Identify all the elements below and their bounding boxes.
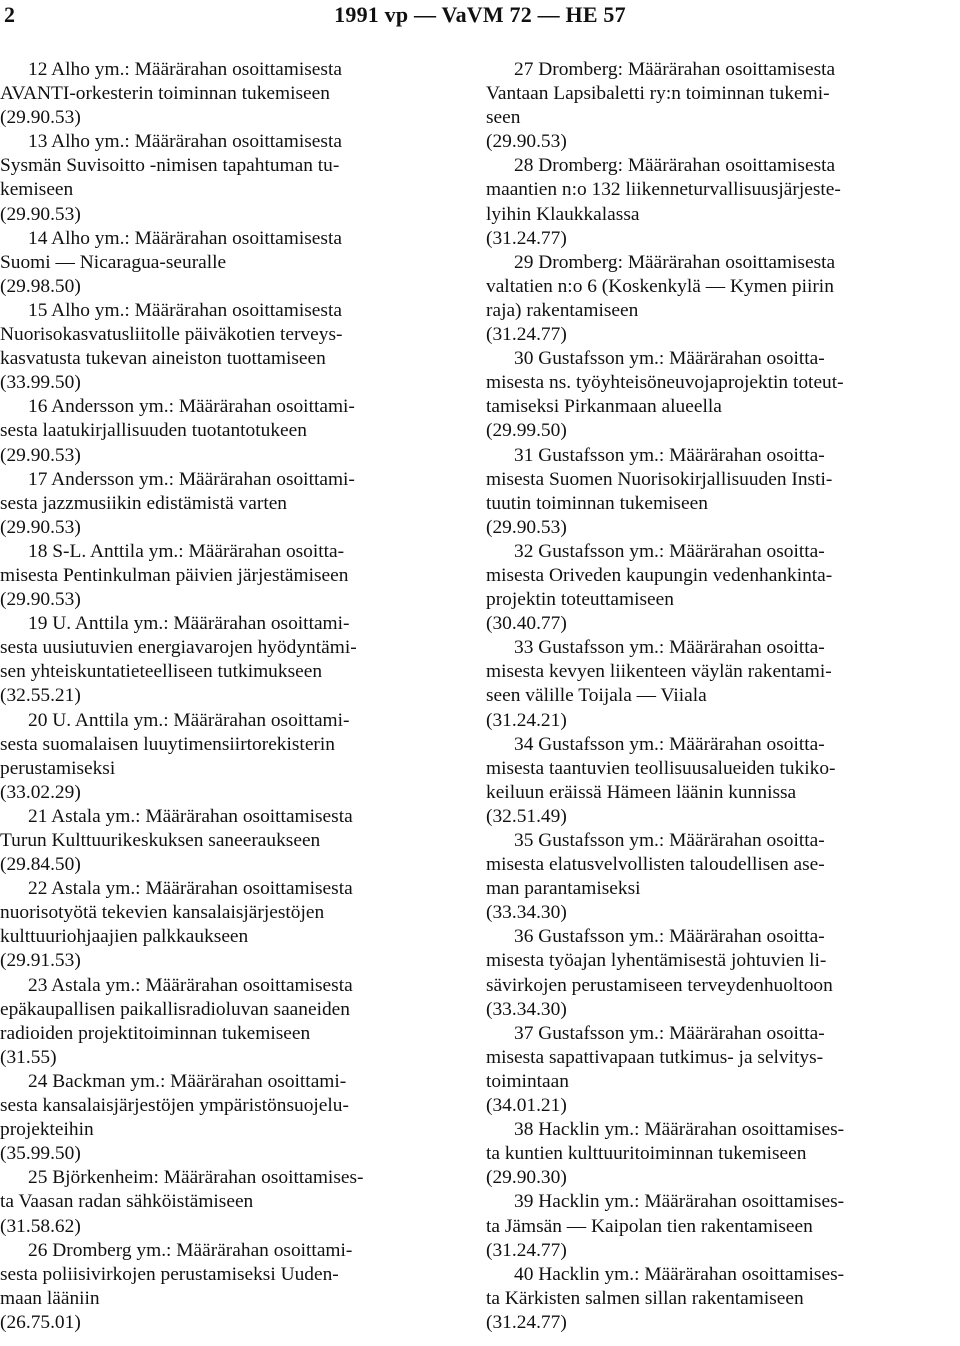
motion-title-line: 30 Gustafsson ym.: Määrärahan osoitta- [514,348,825,370]
motion-entry [0,974,456,1070]
motion-text-line: perustamiseksi [0,757,116,779]
motion-text-line: misesta Pentinkulman päivien järjestämiseen [0,564,349,586]
motion-text-line: toimintaan [486,1070,569,1092]
motion-text-line: kulttuuriohjaajien palkkaukseen [0,926,249,948]
budget-reference: (30.40.77) [486,613,567,635]
motion-text-line: Nuorisokasvatusliitolle päiväkotien terveys- [0,324,343,346]
motion-title-line: 37 Gustafsson ym.: Määrärahan osoitta- [514,1022,825,1044]
motion-entry [0,805,456,877]
motion-entry [486,925,942,1021]
motion-title-line: 21 Astala ym.: Määrärahan osoittamisesta [28,805,353,827]
motion-text-line: sesta poliisivirkojen perustamiseksi Uuden- [0,1263,339,1285]
motion-title-line: 12 Alho ym.: Määrärahan osoittamisesta [28,59,342,80]
motion-title-line: 27 Dromberg: Määrärahan osoittamisesta [514,59,836,80]
motion-entry [0,540,456,612]
motion-text-line: projekteihin [0,1119,94,1141]
motion-entry [0,1166,456,1238]
budget-reference: (31.24.77) [486,1311,567,1333]
budget-reference: (31.24.77) [486,324,567,346]
motion-title-line: 19 U. Anttila ym.: Määrärahan osoittami- [28,613,350,635]
motion-entry [486,1263,942,1335]
motion-entry [0,1070,456,1166]
motion-text-line: misesta taantuvien teollisuusalueiden tukiko- [486,757,836,779]
motion-title-line: 18 S-L. Anttila ym.: Määrärahan osoitta- [28,540,345,562]
motion-title-line: 33 Gustafsson ym.: Määrärahan osoitta- [514,637,825,659]
budget-reference: (29.90.30) [486,1167,567,1189]
motion-text-line: keiluun eräissä Hämeen läänin kunnissa [486,781,797,803]
motion-title-line: 35 Gustafsson ym.: Määrärahan osoitta- [514,830,825,851]
motion-entry [486,1190,942,1262]
budget-reference: (31.24.21) [486,709,567,731]
budget-reference: (31.58.62) [0,1215,81,1237]
motion-entry [486,58,942,154]
motion-text-line: sen yhteiskuntatieteelliseen tutkimukseen [0,661,323,683]
motion-title-line: 22 Astala ym.: Määrärahan osoittamisesta [28,878,353,900]
motion-title-line: 26 Dromberg ym.: Määrärahan osoittami- [28,1239,353,1261]
motion-title-line: 32 Gustafsson ym.: Määrärahan osoitta- [514,540,825,562]
budget-reference: (29.99.50) [486,420,567,442]
motion-text-line: Turun Kulttuurikeskuksen saneeraukseen [0,830,321,851]
budget-reference: (29.90.53) [0,203,81,225]
budget-reference: (33.02.29) [0,781,81,803]
running-title: 1991 vp — VaVM 72 — HE 57 [334,2,626,27]
motion-entry [486,154,942,250]
motion-text-line: sesta kansalaisjärjestöjen ympäristönsuojelu- [0,1095,349,1117]
motion-entry [0,1239,456,1335]
motion-text-line: misesta sapattivapaan tutkimus- ja selvitys- [486,1046,824,1068]
motion-text-line: Sysmän Suvisoitto -nimisen tapahtuman tu- [0,155,340,177]
motion-title-line: 20 U. Anttila ym.: Määrärahan osoittami- [28,709,350,731]
motion-entry [486,347,942,443]
motion-text-line: seen [486,107,521,129]
motion-title-line: 23 Astala ym.: Määrärahan osoittamisesta [28,974,353,996]
motion-entry [486,540,942,636]
motion-title-line: 17 Andersson ym.: Määrärahan osoittami- [28,468,355,490]
budget-reference: (29.84.50) [0,854,81,876]
motion-title-line: 15 Alho ym.: Määrärahan osoittamisesta [28,299,342,321]
motion-text-line: sesta suomalaisen luuytimensiirtorekisterin [0,733,335,755]
motion-text-line: misesta työajan lyhentämisestä johtuvien li- [486,950,827,972]
motion-title-line: 14 Alho ym.: Määrärahan osoittamisesta [28,227,342,249]
budget-reference: (29.90.53) [486,516,567,538]
page-header [0,0,960,40]
budget-reference: (34.01.21) [486,1095,567,1117]
motion-entry [486,636,942,732]
motion-text-line: nuorisotyötä tekevien kansalaisjärjestöjen [0,902,325,924]
motion-text-line: kemiseen [0,179,74,201]
motion-entry [486,1022,942,1118]
motion-text-line: projektin toteuttamiseen [486,589,674,611]
motion-text-line: misesta Oriveden kaupungin vedenhankinta- [486,564,833,586]
motion-text-line: Suomi — Nicaragua-seuralle [0,251,227,273]
motion-text-line: sesta jazzmusiikin edistämistä varten [0,492,288,514]
budget-reference: (32.55.21) [0,685,81,707]
motion-title-line: 40 Hacklin ym.: Määrärahan osoittamises- [514,1263,845,1285]
budget-reference: (29.91.53) [0,950,81,972]
motion-entry [486,1118,942,1190]
motion-text-line: ta kuntien kulttuuritoiminnan tukemiseen [486,1143,807,1165]
motion-title-line: 34 Gustafsson ym.: Määrärahan osoitta- [514,733,825,755]
budget-reference: (29.98.50) [0,275,81,297]
motion-text-line: Vantaan Lapsibaletti ry:n toiminnan tukemi- [486,83,830,105]
motion-entry [486,251,942,347]
budget-reference: (26.75.01) [0,1311,81,1333]
motion-text-line: seen välille Toijala — Viiala [486,685,707,707]
budget-reference: (29.90.53) [0,444,81,466]
motion-text-line: misesta Suomen Nuorisokirjallisuuden Insti- [486,468,833,490]
right-column [486,58,942,1335]
motion-text-line: misesta elatusvelvollisten taloudellisen ase- [486,854,825,876]
budget-reference: (29.90.53) [0,516,81,538]
motion-text-line: valtatien n:o 6 (Koskenkylä — Kymen piirin [486,275,834,297]
motion-text-line: sävirkojen perustamiseen terveydenhuoltoon [486,974,833,996]
motion-text-line: AVANTI-orkesterin toiminnan tukemiseen [0,83,330,105]
motion-text-line: man parantamiseksi [486,878,641,900]
motion-text-line: radioiden projektitoiminnan tukemiseen [0,1022,311,1044]
motion-title-line: 13 Alho ym.: Määrärahan osoittamisesta [28,131,342,153]
motion-title-line: 25 Björkenheim: Määrärahan osoittamises- [28,1167,364,1189]
motion-text-line: lyihin Klaukkalassa [486,203,640,225]
motion-entry [486,733,942,829]
motion-entry [0,877,456,973]
budget-reference: (31.24.77) [486,1239,567,1261]
motion-text-line: epäkaupallisen paikallisradioluvan saaneiden [0,998,350,1020]
motion-entry [0,709,456,805]
motion-text-line: maan lääniin [0,1287,100,1309]
motion-text-line: tuutin toiminnan tukemiseen [486,492,708,514]
motion-text-line: sesta laatukirjallisuuden tuotantotukeen [0,420,307,442]
left-column [0,58,456,1335]
motion-text-line: maantien n:o 132 liikenneturvallisuusjärjeste- [486,179,841,201]
budget-reference: (29.90.53) [486,131,567,153]
motion-title-line: 16 Andersson ym.: Määrärahan osoittami- [28,396,355,418]
motion-title-line: 29 Dromberg: Määrärahan osoittamisesta [514,251,836,273]
motion-entry [0,58,456,130]
motion-entry [0,299,456,395]
budget-reference: (29.90.53) [0,589,81,611]
budget-reference: (33.99.50) [0,372,81,394]
motion-text-line: misesta ns. työyhteisöneuvojaprojektin toteut- [486,372,844,394]
budget-reference: (35.99.50) [0,1143,81,1165]
motion-entry [0,130,456,226]
motion-title-line: 36 Gustafsson ym.: Määrärahan osoitta- [514,926,825,948]
page-number: 2 [4,2,15,27]
motion-title-line: 38 Hacklin ym.: Määrärahan osoittamises- [514,1119,845,1141]
budget-reference: (32.51.49) [486,805,567,827]
motion-title-line: 28 Dromberg: Määrärahan osoittamisesta [514,155,836,177]
budget-reference: (33.34.30) [486,998,567,1020]
motion-entry [486,829,942,925]
motion-entry [486,444,942,540]
motion-text-line: tamiseksi Pirkanmaan alueella [486,396,722,418]
motion-text-line: ta Vaasan radan sähköistämiseen [0,1191,254,1213]
motion-title-line: 31 Gustafsson ym.: Määrärahan osoitta- [514,444,825,466]
budget-reference: (31.55) [0,1046,57,1068]
motion-entry [0,612,456,708]
motion-entry [0,468,456,540]
budget-reference: (33.34.30) [486,902,567,924]
motion-text-line: ta Jämsän — Kaipolan tien rakentamiseen [486,1215,813,1237]
motion-title-line: 24 Backman ym.: Määrärahan osoittami- [28,1070,347,1092]
budget-reference: (31.24.77) [486,227,567,249]
motion-title-line: 39 Hacklin ym.: Määrärahan osoittamises- [514,1191,845,1213]
budget-reference: (29.90.53) [0,107,81,129]
motion-entry [0,227,456,299]
motion-text-line: kasvatusta tukevan aineiston tuottamiseen [0,348,326,370]
motion-text-line: ta Kärkisten salmen sillan rakentamiseen [486,1287,804,1309]
motion-text-line: misesta kevyen liikenteen väylän rakentami- [486,661,832,683]
motion-text-line: sesta uusiutuvien energiavarojen hyödyntämi- [0,637,357,659]
motion-entry [0,395,456,467]
motion-text-line: raja) rakentamiseen [486,299,639,321]
